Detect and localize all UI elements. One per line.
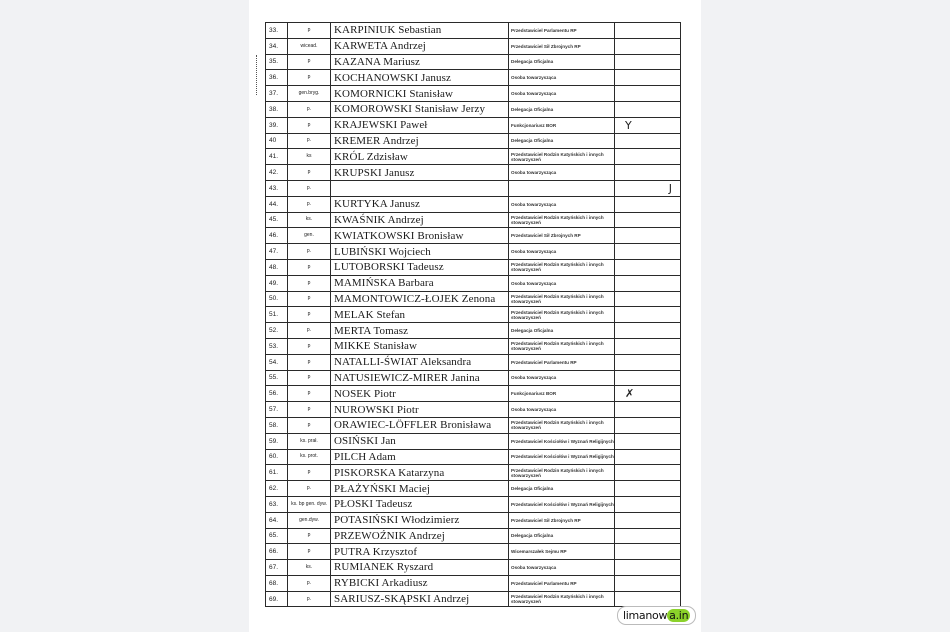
row-role: Przedstawiciel Rodzin Katyńskich i innych stowarzyszeń [509, 291, 615, 307]
row-number: 45. [266, 212, 288, 228]
table-row [266, 54, 681, 70]
row-title: p. [288, 101, 331, 117]
row-name: PISKORSKA Katarzyna [331, 465, 509, 481]
row-number: 69. [266, 591, 288, 607]
row-name: PUTRA Krzysztof [331, 544, 509, 560]
row-name: PILCH Adam [331, 449, 509, 465]
row-name: LUTOBORSKI Tadeusz [331, 259, 509, 275]
row-name: RUMIANEK Ryszard [331, 560, 509, 576]
scanned-document-page [249, 0, 701, 632]
table-row [266, 275, 681, 291]
row-mark [615, 591, 681, 607]
row-role: Przedstawiciel Sił Zbrojnych RP [509, 228, 615, 244]
row-number: 52. [266, 323, 288, 339]
table-row [266, 560, 681, 576]
row-mark [615, 528, 681, 544]
row-title: ks. [288, 212, 331, 228]
row-number: 46. [266, 228, 288, 244]
row-number: 43. [266, 180, 288, 196]
row-title: wicead. [288, 38, 331, 54]
table-row [266, 149, 681, 165]
row-number: 60. [266, 449, 288, 465]
row-mark [615, 354, 681, 370]
row-title: gen. [288, 228, 331, 244]
table-row [266, 196, 681, 212]
row-title: p [288, 165, 331, 181]
row-name: KRAJEWSKI Paweł [331, 117, 509, 133]
row-role: Funkcjonariusz BOR [509, 386, 615, 402]
row-title: p [288, 70, 331, 86]
row-role: Funkcjonariusz BOR [509, 117, 615, 133]
row-mark [615, 496, 681, 512]
row-title: p. [288, 196, 331, 212]
row-mark: ✗ [615, 386, 681, 402]
table-row [266, 449, 681, 465]
table-row [266, 307, 681, 323]
row-role: Delegacja Oficjalna [509, 528, 615, 544]
row-mark [615, 149, 681, 165]
row-title: p. [288, 180, 331, 196]
row-name: NATALLI-ŚWIAT Aleksandra [331, 354, 509, 370]
row-role: Przedstawiciel Rodzin Katyńskich i innych stowarzyszeń [509, 212, 615, 228]
watermark-accent: a.in [669, 609, 689, 622]
row-title: p [288, 259, 331, 275]
row-mark [615, 133, 681, 149]
row-title: gen.bryg. [288, 86, 331, 102]
row-title: gen.dyw. [288, 512, 331, 528]
row-title: p [288, 23, 331, 39]
row-name: NOSEK Piotr [331, 386, 509, 402]
row-number: 35. [266, 54, 288, 70]
row-title: p [288, 370, 331, 386]
row-name: KWIATKOWSKI Bronisław [331, 228, 509, 244]
table-row [266, 402, 681, 418]
row-title: p [288, 528, 331, 544]
row-mark [615, 465, 681, 481]
site-watermark-logo [617, 606, 696, 625]
row-number: 41. [266, 149, 288, 165]
row-role: Przedstawiciel Parlamentu RP [509, 575, 615, 591]
row-role: Wicemarszałek Sejmu RP [509, 544, 615, 560]
row-role: Delegacja Oficjalna [509, 133, 615, 149]
row-name: KRUPSKI Janusz [331, 165, 509, 181]
row-number: 62. [266, 481, 288, 497]
row-mark [615, 323, 681, 339]
row-title: p [288, 544, 331, 560]
row-name: KOCHANOWSKI Janusz [331, 70, 509, 86]
row-name: PŁOSKI Tadeusz [331, 496, 509, 512]
row-number: 33. [266, 23, 288, 39]
row-role: Osoba towarzysząca [509, 86, 615, 102]
row-name [331, 180, 509, 196]
table-row [266, 433, 681, 449]
row-role: Przedstawiciel Rodzin Katyńskich i innych stowarzyszeń [509, 417, 615, 433]
row-number: 57. [266, 402, 288, 418]
row-role: Osoba towarzysząca [509, 402, 615, 418]
row-title: p. [288, 133, 331, 149]
row-mark [615, 338, 681, 354]
row-mark [615, 417, 681, 433]
row-name: MERTA Tomasz [331, 323, 509, 339]
table-row [266, 370, 681, 386]
watermark-text: limanow [623, 609, 668, 622]
row-mark: J [615, 180, 681, 196]
row-role: Przedstawiciel Rodzin Katyńskich i innych stowarzyszeń [509, 338, 615, 354]
row-title: ks. bp gen. dyw. [288, 496, 331, 512]
row-name: MAMONTOWICZ-ŁOJEK Zenona [331, 291, 509, 307]
row-role: Delegacja Oficjalna [509, 323, 615, 339]
table-row [266, 133, 681, 149]
row-mark [615, 560, 681, 576]
row-title: p [288, 291, 331, 307]
row-number: 36. [266, 70, 288, 86]
row-title: p [288, 402, 331, 418]
scan-margin-artifact [256, 55, 258, 95]
row-number: 67. [266, 560, 288, 576]
row-role: Przedstawiciel Parlamentu RP [509, 23, 615, 39]
row-number: 66. [266, 544, 288, 560]
row-number: 47. [266, 244, 288, 260]
row-name: POTASIŃSKI Włodzimierz [331, 512, 509, 528]
row-mark [615, 275, 681, 291]
row-number: 54. [266, 354, 288, 370]
table-row [266, 180, 681, 196]
row-name: PRZEWOŹNIK Andrzej [331, 528, 509, 544]
row-role: Przedstawiciel Rodzin Katyńskich i innych stowarzyszeń [509, 465, 615, 481]
row-role: Przedstawiciel Kościołów i Wyznań Religijnych [509, 449, 615, 465]
row-mark [615, 23, 681, 39]
table-row [266, 165, 681, 181]
table-row [266, 354, 681, 370]
row-role: Przedstawiciel Kościołów i Wyznań Religijnych [509, 496, 615, 512]
row-role: Osoba towarzysząca [509, 70, 615, 86]
row-mark [615, 196, 681, 212]
row-mark [615, 244, 681, 260]
table-row [266, 38, 681, 54]
row-name: PŁAŻYŃSKI Maciej [331, 481, 509, 497]
table-row [266, 496, 681, 512]
row-number: 51. [266, 307, 288, 323]
row-name: ORAWIEC-LÖFFLER Bronisława [331, 417, 509, 433]
row-mark [615, 544, 681, 560]
row-mark [615, 449, 681, 465]
row-name: LUBIŃSKI Wojciech [331, 244, 509, 260]
row-mark [615, 165, 681, 181]
table-row [266, 512, 681, 528]
row-name: OSIŃSKI Jan [331, 433, 509, 449]
row-name: KURTYKA Janusz [331, 196, 509, 212]
table-row [266, 117, 681, 133]
row-title: p. [288, 575, 331, 591]
row-role: Przedstawiciel Sił Zbrojnych RP [509, 512, 615, 528]
row-mark [615, 86, 681, 102]
row-number: 61. [266, 465, 288, 481]
row-role: Osoba towarzysząca [509, 370, 615, 386]
table-row [266, 228, 681, 244]
table-row [266, 86, 681, 102]
row-mark [615, 575, 681, 591]
table-row [266, 417, 681, 433]
row-mark [615, 307, 681, 323]
row-role: Przedstawiciel Kościołów i Wyznań Religijnych [509, 433, 615, 449]
row-mark: Y [615, 117, 681, 133]
row-title: p. [288, 323, 331, 339]
row-mark [615, 481, 681, 497]
table-row [266, 465, 681, 481]
row-name: KARPINIUK Sebastian [331, 23, 509, 39]
row-number: 65. [266, 528, 288, 544]
row-title: p [288, 386, 331, 402]
row-number: 48. [266, 259, 288, 275]
row-role: Delegacja Oficjalna [509, 54, 615, 70]
row-role: Osoba towarzysząca [509, 196, 615, 212]
row-number: 53. [266, 338, 288, 354]
row-mark [615, 101, 681, 117]
row-mark [615, 402, 681, 418]
row-name: KOMOROWSKI Stanisław Jerzy [331, 101, 509, 117]
row-number: 37. [266, 86, 288, 102]
row-mark [615, 259, 681, 275]
table-row [266, 212, 681, 228]
row-title: p [288, 54, 331, 70]
row-number: 49. [266, 275, 288, 291]
row-number: 63. [266, 496, 288, 512]
row-role: Przedstawiciel Rodzin Katyńskich i innych stowarzyszeń [509, 307, 615, 323]
row-name: KARWETA Andrzej [331, 38, 509, 54]
row-name: RYBICKI Arkadiusz [331, 575, 509, 591]
table-row [266, 575, 681, 591]
row-name: SARIUSZ-SKĄPSKI Andrzej [331, 591, 509, 607]
row-name: NUROWSKI Piotr [331, 402, 509, 418]
row-mark [615, 212, 681, 228]
row-name: MELAK Stefan [331, 307, 509, 323]
row-role: Przedstawiciel Sił Zbrojnych RP [509, 38, 615, 54]
row-name: NATUSIEWICZ-MIRER Janina [331, 370, 509, 386]
row-mark [615, 70, 681, 86]
row-number: 50. [266, 291, 288, 307]
table-row [266, 338, 681, 354]
table-row [266, 323, 681, 339]
table-row [266, 70, 681, 86]
row-number: 55. [266, 370, 288, 386]
row-role: Przedstawiciel Rodzin Katyńskich i innych stowarzyszeń [509, 149, 615, 165]
table-row [266, 101, 681, 117]
row-name: KREMER Andrzej [331, 133, 509, 149]
table-row [266, 481, 681, 497]
table-row [266, 544, 681, 560]
row-title: ks. prot. [288, 449, 331, 465]
row-title: p. [288, 481, 331, 497]
row-name: KRÓL Zdzisław [331, 149, 509, 165]
row-title: p. [288, 591, 331, 607]
row-role: Delegacja Oficjalna [509, 481, 615, 497]
row-number: 42. [266, 165, 288, 181]
row-name: KWAŚNIK Andrzej [331, 212, 509, 228]
row-number: 59. [266, 433, 288, 449]
row-mark [615, 228, 681, 244]
row-mark [615, 38, 681, 54]
row-number: 44. [266, 196, 288, 212]
row-title: p [288, 417, 331, 433]
row-mark [615, 370, 681, 386]
row-name: MAMIŃSKA Barbara [331, 275, 509, 291]
row-role: Osoba towarzysząca [509, 560, 615, 576]
row-title: p [288, 354, 331, 370]
row-name: KAZANA Mariusz [331, 54, 509, 70]
row-role: Osoba towarzysząca [509, 275, 615, 291]
row-title: p [288, 275, 331, 291]
row-mark [615, 54, 681, 70]
row-title: p [288, 117, 331, 133]
row-role: Delegacja Oficjalna [509, 101, 615, 117]
row-title: p [288, 307, 331, 323]
row-role: Przedstawiciel Parlamentu RP [509, 354, 615, 370]
table-body [266, 23, 681, 607]
row-number: 68. [266, 575, 288, 591]
row-role: Przedstawiciel Rodzin Katyńskich i innych stowarzyszeń [509, 591, 615, 607]
row-role: Osoba towarzysząca [509, 244, 615, 260]
row-role: Przedstawiciel Rodzin Katyńskich i innych stowarzyszeń [509, 259, 615, 275]
passenger-list-table [265, 22, 681, 607]
table-row [266, 259, 681, 275]
row-role: Osoba towarzysząca [509, 165, 615, 181]
row-mark [615, 291, 681, 307]
table-row [266, 386, 681, 402]
row-number: 34. [266, 38, 288, 54]
row-name: KOMORNICKI Stanisław [331, 86, 509, 102]
row-title: p [288, 465, 331, 481]
row-title: ks. [288, 560, 331, 576]
row-title: p. [288, 244, 331, 260]
row-number: 40 [266, 133, 288, 149]
row-mark [615, 512, 681, 528]
table-row [266, 291, 681, 307]
row-number: 58. [266, 417, 288, 433]
table-row [266, 591, 681, 607]
table-row [266, 23, 681, 39]
row-number: 56. [266, 386, 288, 402]
row-role [509, 180, 615, 196]
row-number: 39. [266, 117, 288, 133]
row-name: MIKKE Stanisław [331, 338, 509, 354]
table-row [266, 244, 681, 260]
row-title: ks [288, 149, 331, 165]
row-number: 64. [266, 512, 288, 528]
row-number: 38. [266, 101, 288, 117]
row-title: p [288, 338, 331, 354]
row-mark [615, 433, 681, 449]
table-row [266, 528, 681, 544]
row-title: ks. prał. [288, 433, 331, 449]
